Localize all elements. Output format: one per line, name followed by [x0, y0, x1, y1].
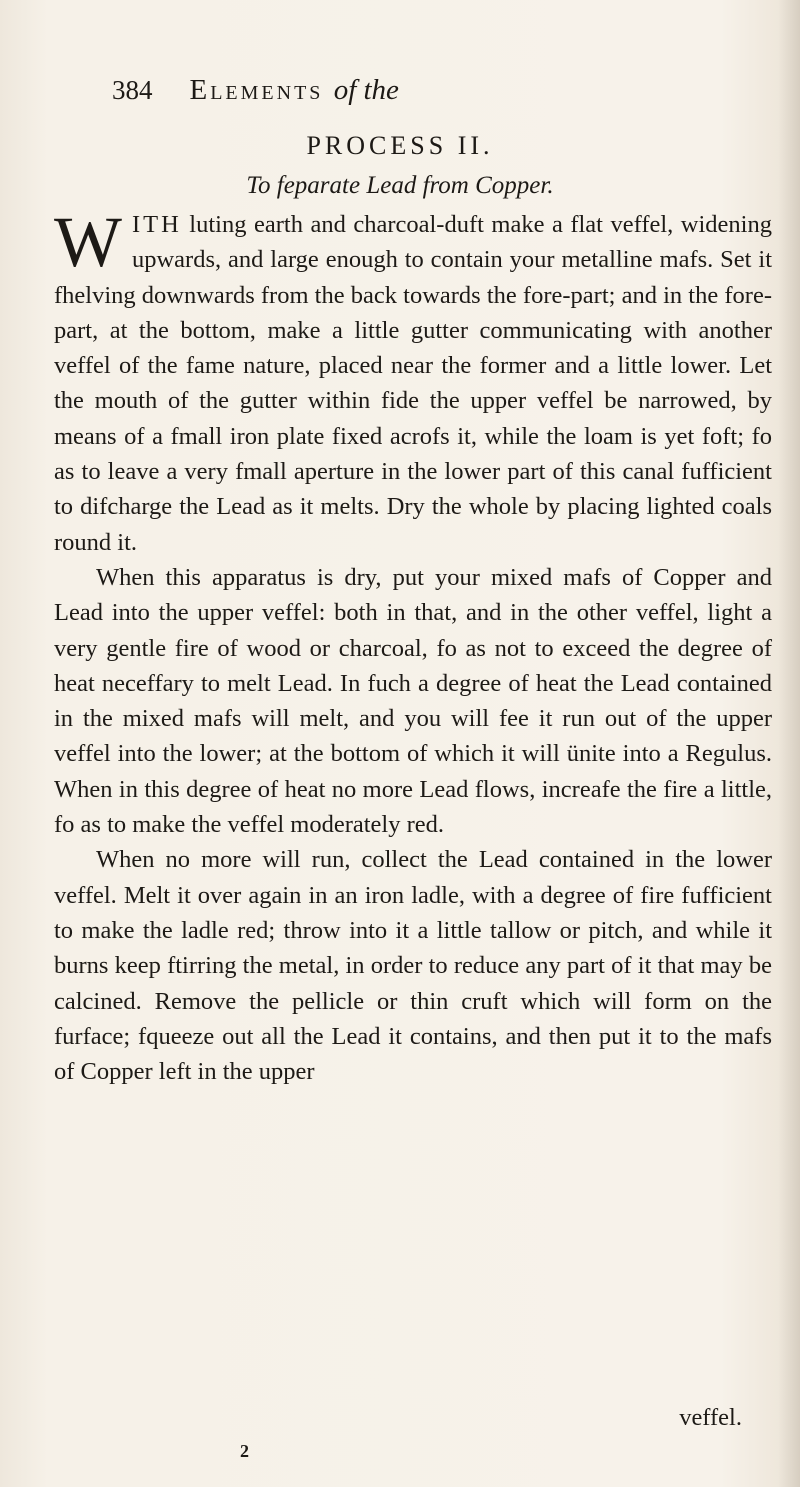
catchword: veffel.	[679, 1404, 742, 1431]
opener-caps: ITH	[131, 211, 182, 238]
running-title	[190, 68, 399, 112]
page-number: 384	[112, 75, 153, 105]
process-title: PROCESS II.	[306, 131, 494, 160]
paragraph-1	[54, 202, 772, 560]
paragraph-2: When this apparatus is dry, put your mixed mafs of Copper and Lead into the upper veffel: both in that, and in the other veffel, light a very gentle fire of wood or charcoal, fo as not to exceed the degree of heat neceffary to melt Lead. In fuch a degree of heat the Lead contained in the mixed mafs will melt, and you will fee it run out of the upper veffel into the lower; at the bottom of which it will ünite into a Regulus. When in this degree of heat no more Lead flows, increafe the fire a little, fo as to make the veffel moderately red.	[54, 563, 772, 839]
body-text	[54, 202, 772, 1089]
running-header	[112, 68, 672, 112]
page-edge-shadow	[778, 0, 800, 1487]
paragraph-1-text: luting earth and charcoal-duft make a flat veffel, widening upwards, and large enough to contain your metalline mafs. Set it fhelving downwards from the back towards the fore-part; and in the fore-part, at the bottom, make a little gutter communicating with another veffel of the fame nature, placed near the former and a little lower. Let the mouth of the gutter within fide the upper veffel be narrowed, by means of a fmall iron plate fixed acrofs it, while the loam is yet foft; fo as to leave a very fmall aperture in the lower part of this canal fufficient to difcharge the Lead as it melts. Dry the whole by placing lighted coals round it.	[54, 211, 772, 556]
drop-initial: W	[54, 202, 122, 282]
running-title-italic: of the	[333, 74, 399, 106]
paragraph-3: When no more will run, collect the Lead contained in the lower veffel. Melt it over again in an iron ladle, with a degree of fire fufficient to make the ladle red; throw into it a little tallow or pitch, and while it burns keep ftirring the metal, in order to reduce any part of it that may be calcined. Remove the pellicle or thin cruft which will form on the furface; fqueeze out all the Lead it contains, and then put it to the mafs of Copper left in the upper	[54, 846, 772, 1086]
signature-mark: 2	[240, 1441, 249, 1461]
process-subtitle: To feparate Lead from Copper.	[246, 172, 554, 199]
running-title-caps: Elements	[189, 74, 324, 106]
